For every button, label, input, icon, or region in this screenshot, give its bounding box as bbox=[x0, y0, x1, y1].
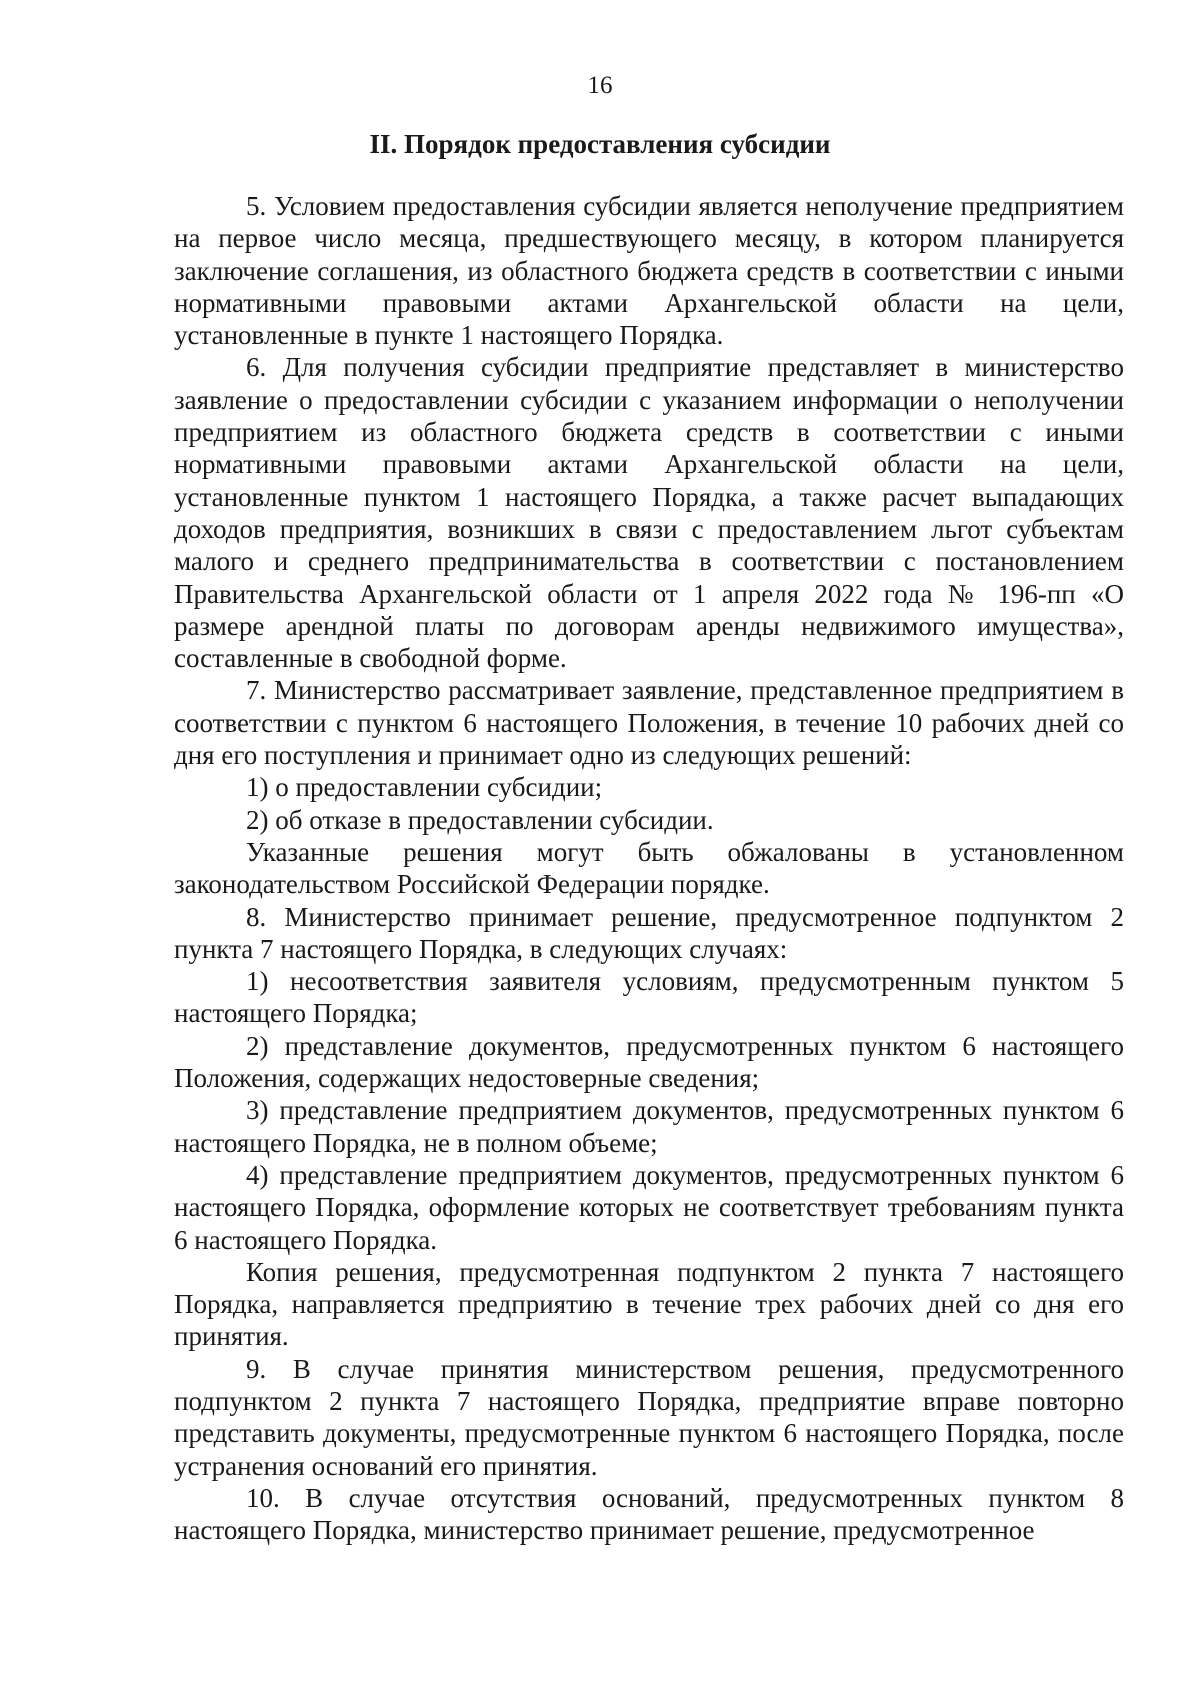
paragraph-5: 5. Условием предоставления субсидии является неполучение предприятием на первое число месяца, предшествующего месяцу, в котором планируется заключение соглашения, из областного бюджета средств в соответствии с иными нормативными правовыми актами Архангельской области на цели, установленные в пункте 1 настоящего Порядка. bbox=[174, 191, 1124, 351]
paragraph-7-appeal: Указанные решения могут быть обжалованы в установленном законодательством Российской Федерации порядке. bbox=[174, 836, 1124, 900]
paragraph-8-item-2: 2) представление документов, предусмотренных пунктом 6 настоящего Положения, содержащих недостоверные сведения; bbox=[174, 1030, 1124, 1094]
paragraph-7: 7. Министерство рассматривает заявление, представленное предприятием в соответствии с пунктом 6 настоящего Положения, в течение 10 рабочих дней со дня его поступления и принимает одно из следующих решений: bbox=[174, 675, 1124, 771]
paragraph-7-item-2: 2) об отказе в предоставлении субсидии. bbox=[246, 804, 714, 835]
paragraph-8: 8. Министерство принимает решение, предусмотренное подпунктом 2 пункта 7 настоящего Порядка, в следующих случаях: bbox=[174, 901, 1124, 964]
paragraph-8-item-4: 4) представление предприятием документов, предусмотренных пунктом 6 настоящего Порядка, оформление которых не соответствует требованиям пункта 6 настоящего Порядка. bbox=[174, 1159, 1124, 1255]
paragraph-8-item-1: 1) несоответствия заявителя условиям, предусмотренным пунктом 5 настоящего Порядка; bbox=[174, 966, 1124, 1029]
paragraph-8-item-3: 3) представление предприятием документов, предусмотренных пунктом 6 настоящего Порядка, не в полном объеме; bbox=[174, 1095, 1124, 1158]
body-text bbox=[174, 190, 1124, 1546]
paragraph-10: 10. В случае отсутствия оснований, предусмотренных пунктом 8 настоящего Порядка, министерство принимает решение, предусмотренное bbox=[174, 1482, 1124, 1546]
paragraph-9: 9. В случае принятия министерством решения, предусмотренного подпунктом 2 пункта 7 настоящего Порядка, предприятие вправе повторно представить документы, предусмотренные пунктом 6 настоящего Порядка, после устранения оснований его принятия. bbox=[174, 1353, 1124, 1481]
paragraph-8-copy: Копия решения, предусмотренная подпунктом 2 пункта 7 настоящего Порядка, направляется предприятию в течение трех рабочих дней со дня его принятия. bbox=[174, 1256, 1124, 1352]
section-title: II. Порядок предоставления субсидии bbox=[369, 129, 831, 159]
paragraph-7-item-1: 1) о предоставлении субсидии; bbox=[246, 772, 603, 803]
paragraph-6: 6. Для получения субсидии предприятие представляет в министерство заявление о предоставлении субсидии с указанием информации о неполучении предприятием из областного бюджета средств в соответствии с иными нормативными правовыми актами Архангельской области на цели, установленные пунктом 1 настоящего Порядка, а также расчет выпадающих доходов предприятия, возникших в связи с предоставлением льгот субъектам малого и среднего предпринимательства в соответствии с постановлением Правительства Архангельской области от 1 апреля 2022 года № 196-пп «О размере арендной платы по договорам аренды недвижимого имущества», составленные в свободной форме. bbox=[174, 352, 1124, 674]
page-number: 16 bbox=[587, 72, 613, 99]
